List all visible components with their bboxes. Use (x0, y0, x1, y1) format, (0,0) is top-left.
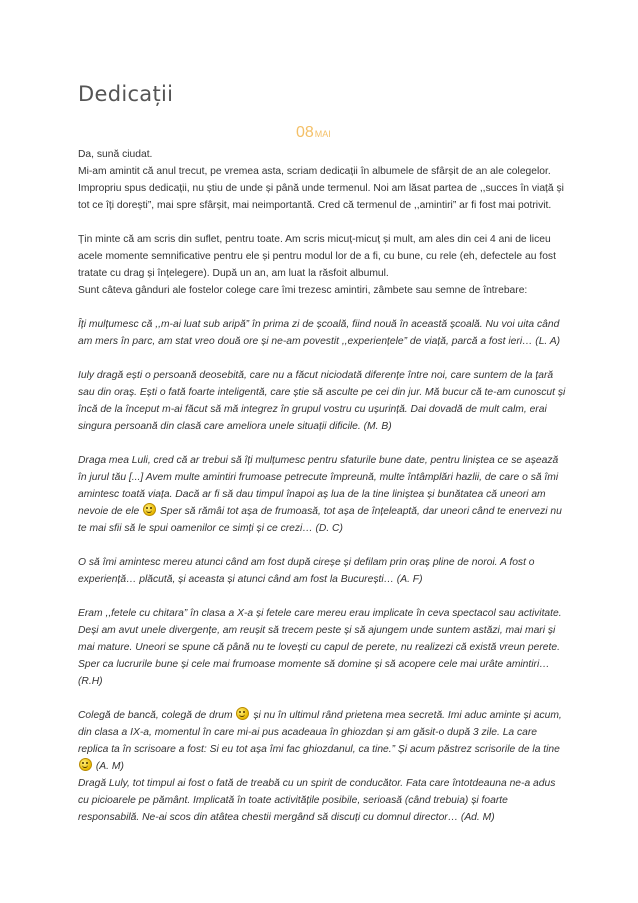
dedication-dc-text-1: Draga mea Luli, cred că ar trebui să îți mulțumesc pentru sfaturile bune date, pentru liniștea ce se așează în jurul tău [...] Avem multe amintiri frumoase petrecute împreună, multe întâmplări hazlii, de care o să îmi amintesc toată viața. Dacă ar fi să dau timpul înapoi aș lua de la tine liniștea și bunătatea că uneori am nevoie de ele (78, 455, 559, 517)
dedication-dc (78, 452, 568, 537)
smiley-icon (236, 707, 249, 720)
post-date-day: 08 (296, 124, 314, 141)
dedication-dc-text-2: Sper să rămâi tot așa de frumoasă, tot așa de înțeleaptă, dar uneori când te enervezi nu te mai sfii să le spui oamenilor ce simți și ce crezi… (D. C) (78, 506, 562, 534)
dedication-af: O să îmi amintesc mereu atunci când am fost după cireșe și defilam prin oraș pline de noroi. A fost o experiență… plăcută, și aceasta și atunci când am fost la București… (A. F) (78, 557, 535, 585)
smiley-icon (79, 758, 92, 771)
dedication-am-text-3: (A. M) (95, 761, 124, 772)
dedication-la: Îți mulțumesc că ,,m-ai luat sub aripă” în prima zi de școală, fiind nouă în această școală. Nu voi uita când am mers în parc, am stat vreo două ore și ne-am povestit ,,experiențele” de viață, parcă a fost ieri… (L. A) (78, 319, 561, 347)
post-body (78, 146, 568, 826)
dedication-am (78, 707, 568, 775)
intro2-paragraph: Țin minte că am scris din suflet, pentru toate. Am scris micuț-micuț și mult, am ales din cei 4 ani de liceu acele momente semnificative pentru ele și pentru modul lor de a fi, cu bune, cu rele (eh, defectele au fost tratate cu drag și înțelegere). După un an, am luat la răsfoit albumul. (78, 234, 556, 279)
intro2-line: Sunt câteva gânduri ale fostelor colege care îmi trezesc amintiri, zâmbete sau semne de întrebare: (78, 285, 528, 296)
post-date-month: MAI (314, 129, 331, 139)
smiley-icon (143, 503, 156, 516)
intro-paragraph: Mi-am amintit că anul trecut, pe vremea asta, scriam dedicații în albumele de sfârșit de an ale colegelor. Impropriu spus dedicații, nu știu de unde și până unde termenul. Noi am lăsat partea de ,,succes în viață și tot ce îți dorești”, mai spre sfârșit, mai neimportantă. Cred că termenul de ,,amintiri” ar fi fost mai potrivit. (78, 166, 564, 211)
dedication-adm: Dragă Luly, tot timpul ai fost o fată de treabă cu un spirit de conducător. Fata care întotdeauna ne-a adus cu picioarele pe pământ. Implicată în toate activitățile posibile, serioasă (când trebuia) și foarte responsabilă. Ne-ai scos din atâtea chestii mergând să discuți cu domnul director… (Ad. M) (78, 778, 556, 823)
dedication-am-text-1: Colegă de bancă, colegă de drum (78, 710, 233, 721)
dedication-mb: Iuly dragă ești o persoană deosebită, care nu a făcut niciodată diferențe între noi, care suntem de la țară sau din oraș. Ești o fată foarte inteligentă, care știe să asculte pe cei din jur. Mă bucur că te-am cunoscut și încă de la început m-ai făcut să mă integrez în grupul vostru cu ușurință. Dai dovadă de mult calm, erai singura persoană din clasă care ameliora unele situații dificile. (M. B) (78, 370, 566, 432)
post-title: Dedicații (78, 82, 174, 106)
intro-line-1: Da, sună ciudat. (78, 149, 153, 160)
dedication-am-text-2: și nu în ultimul rând prietena mea secretă. Imi aduc aminte și acum, din clasa a IX-a, momentul în care mi-ai pus acadeaua în ghiozdan și am găsit-o după 3 zile. La care replica ta în scrisoare a fost: Si eu tot așa îmi fac ghiozdanul, ca tine.” Și acum păstrez scrisorile de la tine (78, 710, 562, 755)
post-date (296, 124, 331, 142)
dedication-rh: Eram ,,fetele cu chitara” în clasa a X-a și fetele care mereu erau implicate în ceva spectacol sau activitate. Deși am avut unele divergențe, am reușit să trecem peste și să ajungem unde suntem astăzi, mai mari și mai mature. Uneori se spune că până nu te lovești cu capul de perete, nu realizezi că există vreun perete. Sper ca lucrurile bune și cele mai frumoase momente să domine și să acopere cele mai urâte amintiri… (R.H) (78, 608, 562, 687)
